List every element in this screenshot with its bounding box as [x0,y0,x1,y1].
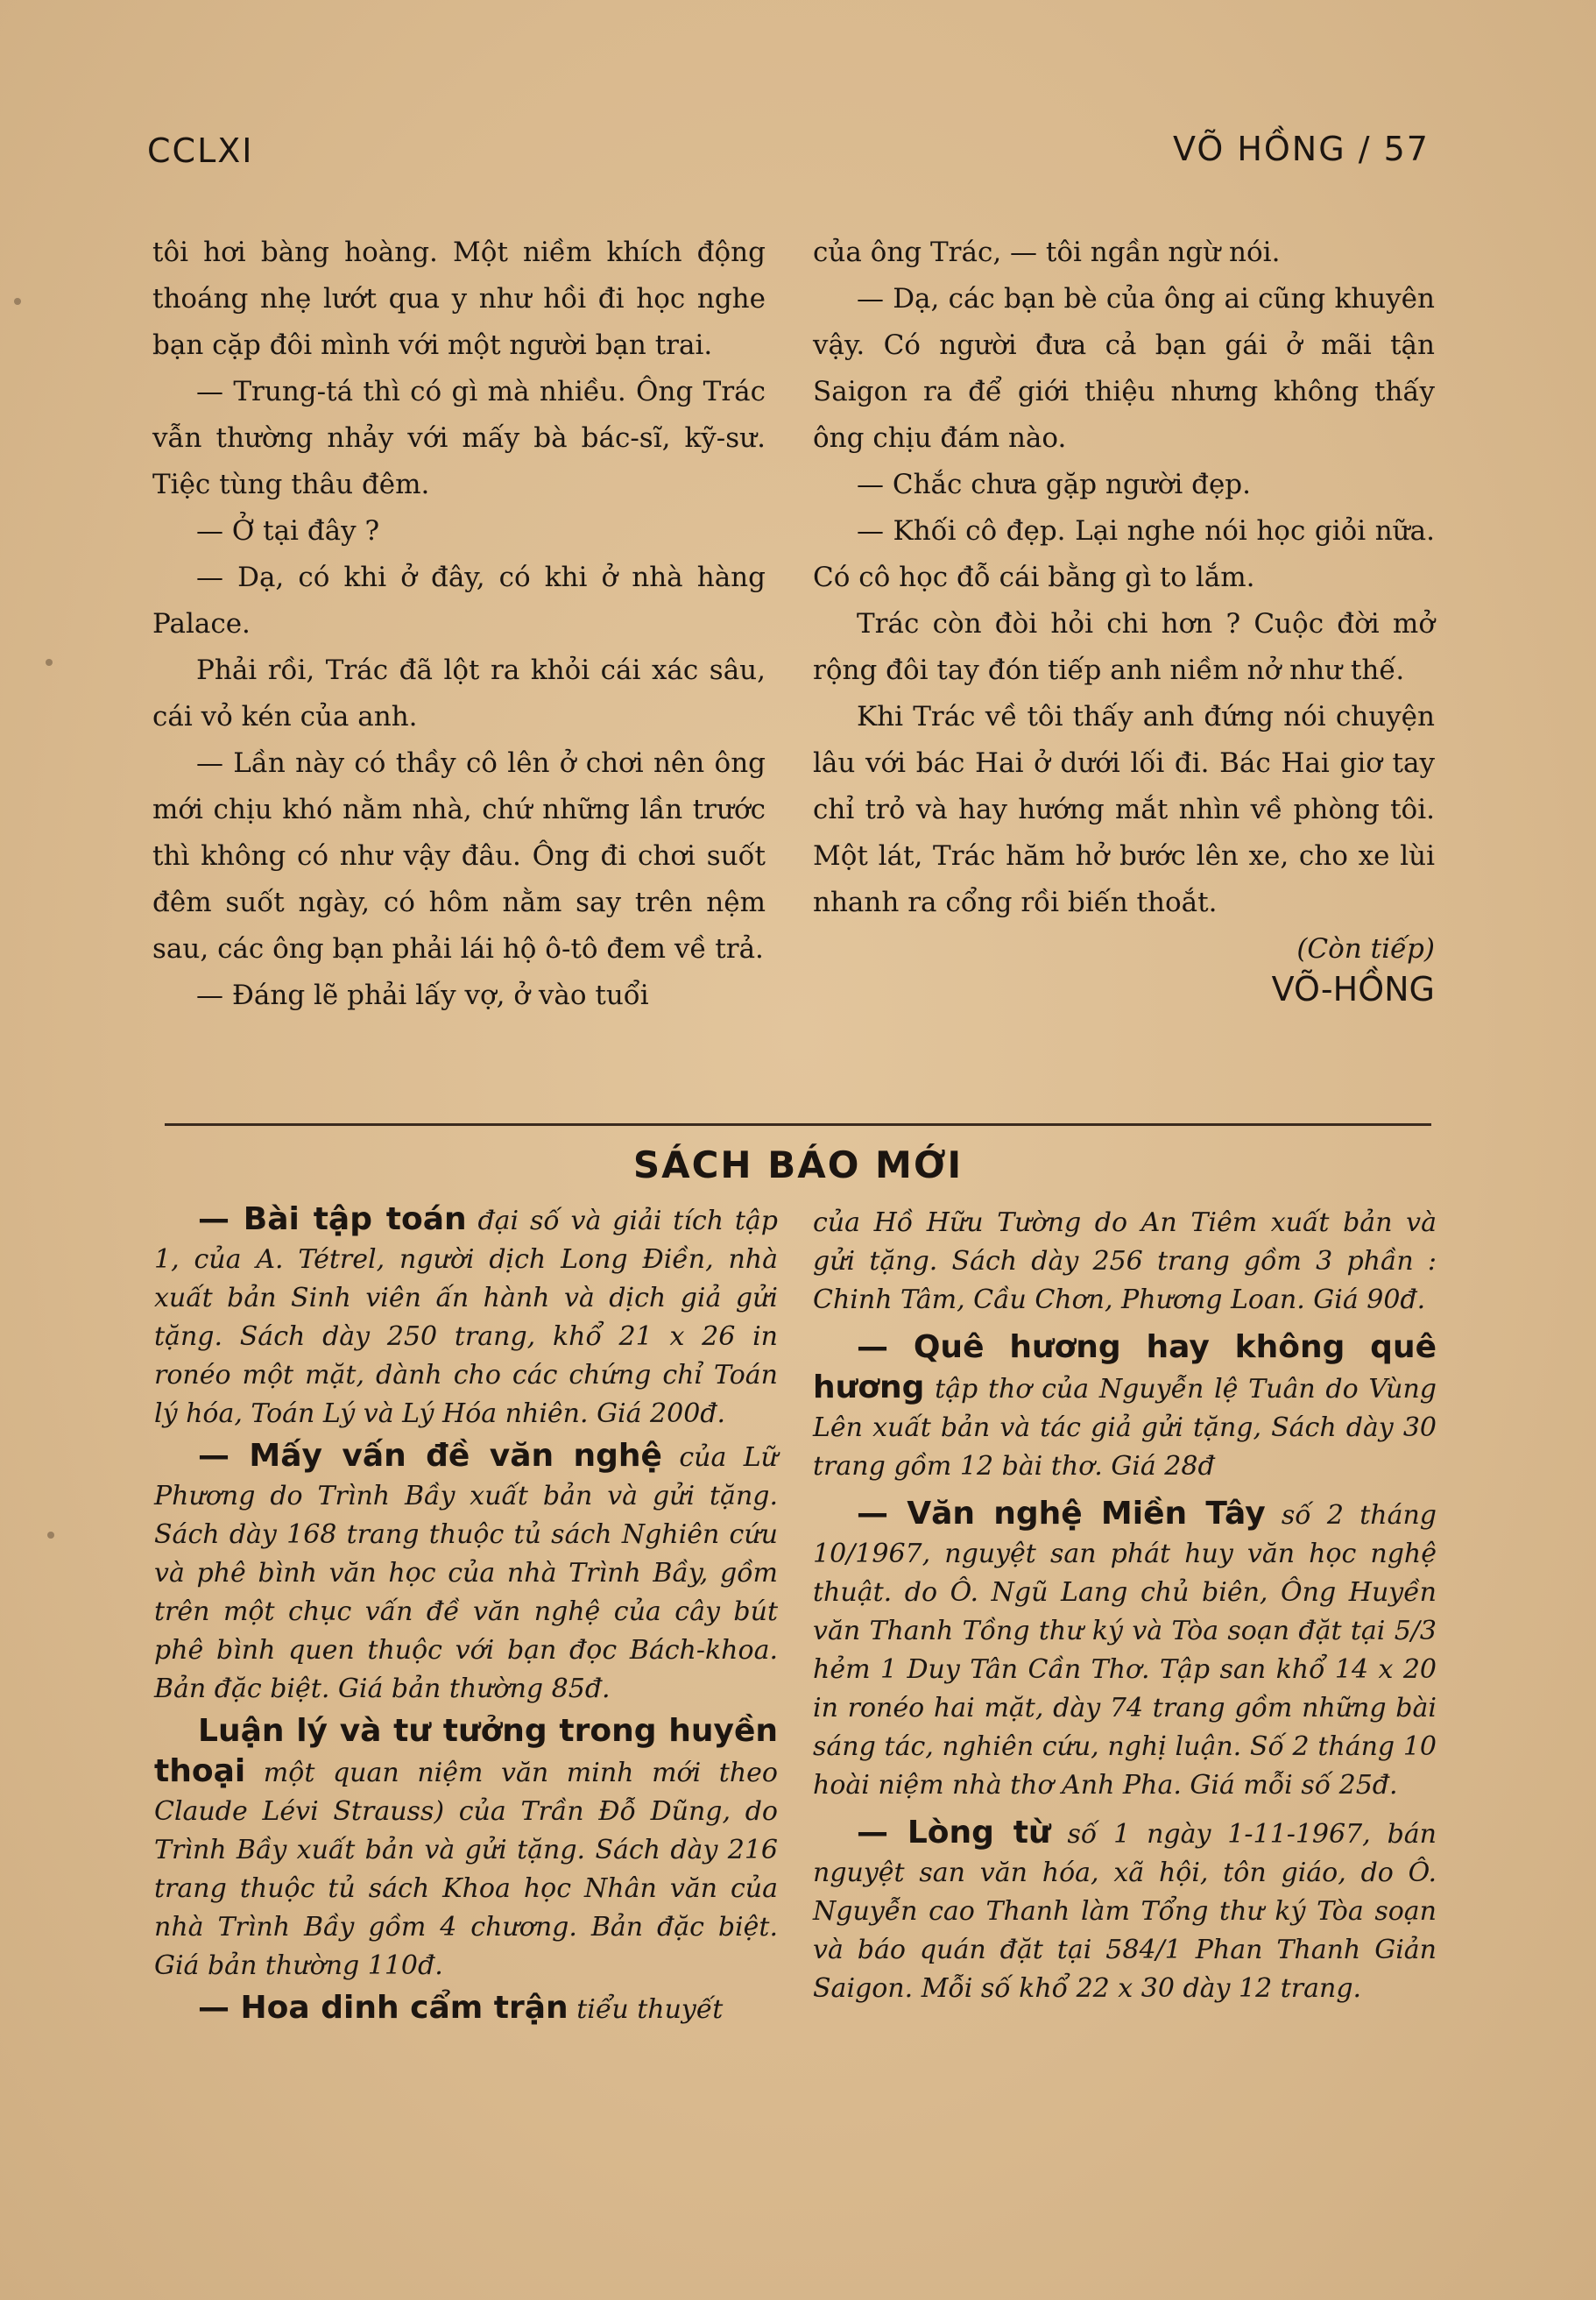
book-title: — Bài tập toán [198,1201,467,1237]
book-description: của Hồ Hữu Tường do An Tiêm xuất bản và gửi tặng. Sách dày 256 trang gồm 3 phần : Chinh Tâm, Cầu Chơn, Phương Loan. Giá 90đ. [813,1207,1437,1315]
book-description: số 2 tháng 10/1967, nguyệt san phát huy văn học nghệ thuật. do Ô. Ngũ Lang chủ biên, Ông Huyền văn Thanh Tồng thư ký và Tòa soạn đặt tại 5/3 hẻm 1 Duy Tân Cần Thơ. Tập san khổ 14 x 20 in ronéo hai mặt, dày 74 trang gồm những bài sáng tác, nghiên cứu, nghị luận. Số 2 tháng 10 hoài niệm nhà thơ Anh Pha. Giá mỗi số 25đ. [813,1500,1437,1801]
paragraph: — Ở tại đây ? [196,515,380,547]
book-entry [154,1437,778,1709]
book-title: — Quê hương hay không quê hương [813,1329,1437,1405]
paragraph: — Dạ, có khi ở đây, có khi ở nhà hàng Palace. [152,562,766,640]
continued-note: (Còn tiếp) [1296,933,1435,965]
book-description: tiểu thuyết [568,1994,724,2025]
book-entry [813,1495,1437,1805]
story-column-left [152,230,766,1019]
book-title: — Lòng từ [857,1815,1051,1851]
book-description: tập thơ của Nguyễn lệ Tuân do Vùng Lên xuất bản và tác giả gửi tặng, Sách dày 30 trang gồm 12 bài thơ. Giá 28đ [813,1374,1437,1482]
book-title: — Văn nghệ Miền Tây [857,1496,1266,1532]
story-column-right [813,230,1435,1010]
paragraph: — Đáng lẽ phải lấy vợ, ở vào tuổi [196,980,649,1011]
book-description: đại số và giải tích tập 1, của A. Tétrel, người dịch Long Điền, nhà xuất bản Sinh viên ấn hành và dịch giả gửi tặng. Sách dày 250 trang, khổ 21 x 26 in ronéo một mặt, dành cho các chứng chỉ Toán lý hóa, Toán Lý và Lý Hóa nhiên. Giá 200đ. [154,1206,778,1429]
running-header: VÕ HỒNG / 57 [1173,130,1430,168]
book-entry [813,1328,1437,1486]
paragraph: — Trung-tá thì có gì mà nhiều. Ông Trác vẫn thường nhảy với mấy bà bác-sĩ, kỹ-sư. Tiệc tùng thâu đêm. [152,376,766,500]
section-divider [165,1123,1431,1126]
book-title: — Mấy vấn đề văn nghệ [198,1438,662,1474]
author-signature: VÕ-HỒNG [1271,970,1435,1008]
paragraph: tôi hơi bàng hoàng. Một niềm khích động thoáng nhẹ lướt qua y như hồi đi học nghe bạn cặp đôi mình với một người bạn trai. [152,237,766,361]
book-description: một quan niệm văn minh mới theo Claude Lévi Strauss) của Trần Đỗ Dũng, do Trình Bầy xuất bản và gửi tặng. Sách dày 216 trang thuộc tủ sách Khoa học Nhân văn của nhà Trình Bầy gồm 4 chương. Bản đặc biệt. Giá bản thường 110đ. [154,1758,778,1981]
page-roman-number: CCLXI [147,131,254,170]
paper-speck [14,298,21,305]
paragraph: Trác còn đòi hỏi chi hơn ? Cuộc đời mở rộng đôi tay đón tiếp anh niềm nở như thế. [813,608,1435,686]
paragraph: của ông Trác, — tôi ngần ngừ nói. [813,237,1281,268]
book-entry [154,1712,778,1985]
book-entry [154,1989,778,2029]
book-title: Luận lý và tư tưởng trong huyền thoại [154,1713,778,1789]
book-description: số 1 ngày 1-11-1967, bán nguyệt san văn hóa, xã hội, tôn giáo, do Ô. Nguyễn cao Thanh làm Tổng thư ký Tòa soạn và báo quán đặt tại 584/1 Phan Thanh Giản Saigon. Mỗi số khổ 22 x 30 dày 12 trang. [813,1819,1437,2004]
book-entry [813,1202,1437,1320]
book-description: của Lữ Phương do Trình Bầy xuất bản và gửi tặng. Sách dày 168 trang thuộc tủ sách Nghiên cứu và phê bình văn học của nhà Trình Bầy, gồm trên một chục vấn đề văn nghệ của cây bút phê bình quen thuộc với bạn đọc Bách-khoa. Bản đặc biệt. Giá bản thường 85đ. [154,1442,778,1704]
paragraph: — Dạ, các bạn bè của ông ai cũng khuyên vậy. Có người đưa cả bạn gái ở mãi tận Saigon ra để giới thiệu nhưng không thấy ông chịu đám nào. [813,283,1435,454]
books-column-left [154,1200,778,2029]
books-column-right [813,1202,1437,2008]
paper-speck [46,659,53,666]
paragraph: — Chắc chưa gặp người đẹp. [857,469,1251,500]
paragraph: Khi Trác về tôi thấy anh đứng nói chuyện lâu với bác Hai ở dưới lối đi. Bác Hai giơ tay chỉ trỏ và hay hướng mắt nhìn về phòng tôi. Một lát, Trác hăm hở bước lên xe, cho xe lùi nhanh ra cổng rồi biến thoắt. [813,701,1435,918]
book-entry [154,1200,778,1433]
paragraph: — Lần này có thầy cô lên ở chơi nên ông mới chịu khó nằm nhà, chứ những lần trước thì không có như vậy đâu. Ông đi chơi suốt đêm suốt ngày, có hôm nằm say trên nệm sau, các ông bạn phải lái hộ ô-tô đem về trả. [152,747,766,965]
paragraph: — Khối cô đẹp. Lại nghe nói học giỏi nữa. Có cô học đỗ cái bằng gì to lắm. [813,515,1435,593]
paragraph: Phải rồi, Trác đã lột ra khỏi cái xác sâu, cái vỏ kén của anh. [152,655,766,732]
book-title: — Hoa dinh cẩm trận [198,1990,568,2026]
book-entry [813,1814,1437,2008]
section-title: SÁCH BÁO MỚI [632,1143,964,1186]
paper-speck [47,1532,54,1539]
